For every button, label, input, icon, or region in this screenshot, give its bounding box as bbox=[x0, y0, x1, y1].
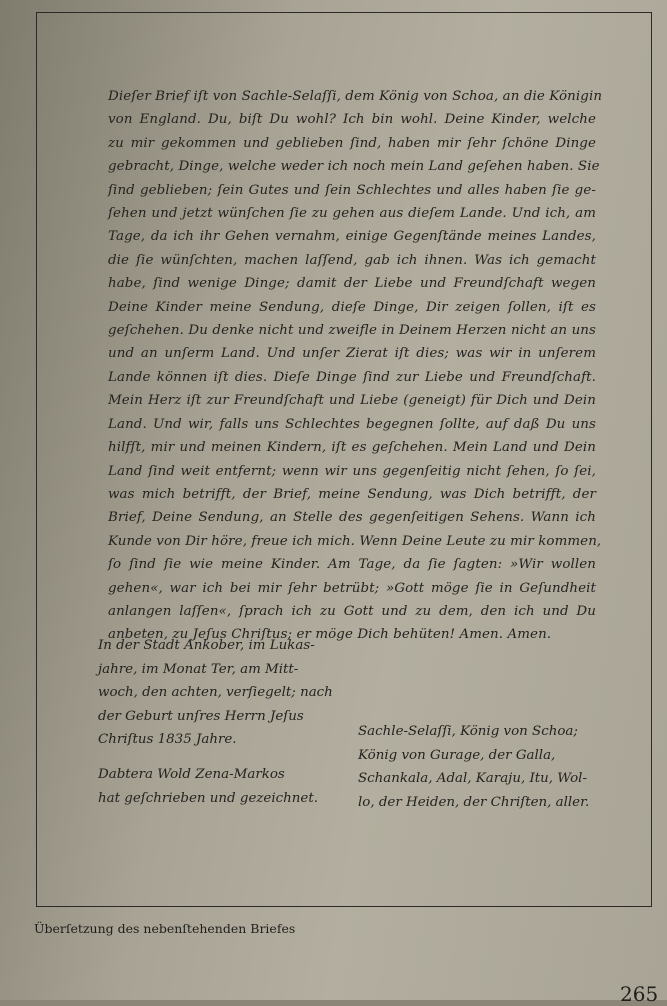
letter-line: Dieſer Brief iſt von Sachle-Selaſſi, dem König von Schoa, an die Königin bbox=[108, 89, 603, 104]
king-titles-block bbox=[358, 720, 598, 814]
page-number: 265 bbox=[620, 982, 659, 1006]
letter-line: geſchehen. Du denke nicht und zweifle in Deinem Herzen nicht an uns bbox=[108, 323, 596, 339]
letter-line: und an unſerm Land. Und unſer Zierat iſt dies; was wir in unſerem bbox=[108, 346, 596, 362]
letter-line: habe, ſind wenige Dinge; damit der Liebe und Freundſchaft wegen bbox=[108, 276, 596, 292]
letter-line: von England. Du, biſt Du wohl? Ich bin wohl. Deine Kinder, welche bbox=[108, 112, 596, 128]
letter-line: Tage, da ich ihr Gehen vernahm, einige Gegenſtände meines Landes, bbox=[108, 229, 596, 245]
letter-line: was mich betrifft, der Brief, meine Sendung, was Dich betrifft, der bbox=[108, 486, 596, 502]
place-line: jahre, im Monat Ter, am Mitt- bbox=[98, 661, 299, 677]
page-caption: Überſetzung des nebenſtehenden Briefes bbox=[34, 921, 296, 936]
king-line: Schankala, Adal, Karaju, Itu, Wol- bbox=[358, 771, 587, 787]
scribe-line: Dabtera Wold Zena-Markos bbox=[98, 767, 285, 782]
letter-line: Deine Kinder meine Sendung, dieſe Dinge, Dir zeigen ſollen, iſt es bbox=[108, 299, 596, 315]
place-line: der Geburt unſres Herrn Jeſus bbox=[98, 708, 304, 724]
place-line: Chriſtus 1835 Jahre. bbox=[98, 732, 237, 748]
letter-line: anbeten, zu Jeſus Chriſtus; er möge Dich behüten! Amen. Amen. bbox=[108, 627, 552, 643]
letter-line: Land ſind weit entfernt; wenn wir uns gegenſeitig nicht ſehen, ſo ſei, bbox=[108, 463, 596, 479]
letter-line: die ſie wünſchten, machen laſſend, gab ich ihnen. Was ich gemacht bbox=[108, 252, 596, 268]
king-line: König von Gurage, der Galla, bbox=[358, 747, 556, 763]
king-line: lo, der Heiden, der Chriſten, aller. bbox=[358, 794, 590, 810]
letter-line: Land. Und wir, falls uns Schlechtes begegnen ſollte, auf daß Du uns bbox=[108, 416, 596, 432]
letter-body bbox=[108, 85, 603, 647]
letter-line: gehen«, war ich bei mir ſehr betrübt; »Gott möge ſie in Geſundheit bbox=[108, 580, 596, 596]
letter-line: Mein Herz iſt zur Freundſchaft und Liebe (geneigt) für Dich und Dein bbox=[108, 393, 596, 409]
king-line: Sachle-Selaſſi, König von Schoa; bbox=[358, 724, 578, 739]
letter-line: Kunde von Dir höre, freue ich mich. Wenn Deine Leute zu mir kommen, bbox=[108, 533, 602, 549]
letter-line: ſehen und jetzt wünſchen ſie zu gehen aus dieſem Lande. Und ich, am bbox=[108, 206, 596, 222]
letter-line: Lande können iſt dies. Dieſe Dinge ſind zur Liebe und Freundſchaft. bbox=[108, 369, 596, 385]
letter-line: anlangen laſſen«, ſprach ich zu Gott und zu dem, den ich und Du bbox=[108, 603, 596, 619]
place-line: woch, den achten, verſiegelt; nach bbox=[98, 685, 333, 701]
letter-line: Brief, Deine Sendung, an Stelle des gegenſeitigen Sehens. Wann ich bbox=[108, 510, 596, 526]
letter-line: zu mir gekommen und geblieben ſind, haben mir ſehr ſchöne Dinge bbox=[108, 135, 596, 151]
letter-line: ſind geblieben; ſein Gutes und ſein Schlechtes und alles haben ſie ge- bbox=[108, 182, 596, 198]
place-and-date-block bbox=[98, 634, 348, 752]
letter-line: ſo ſind ſie wie meine Kinder. Am Tage, da ſie ſagten: »Wir wollen bbox=[108, 557, 596, 573]
letter-line: gebracht, Dinge, welche weder ich noch mein Land geſehen haben. Sie bbox=[108, 159, 600, 175]
letter-line: hilfſt, mir und meinen Kindern, iſt es geſchehen. Mein Land und Dein bbox=[108, 440, 596, 456]
scribe-line: hat geſchrieben und gezeichnet. bbox=[98, 790, 318, 806]
place-line: In der Stadt Ankober, im Lukas- bbox=[98, 638, 315, 653]
scribe-block bbox=[98, 763, 348, 810]
